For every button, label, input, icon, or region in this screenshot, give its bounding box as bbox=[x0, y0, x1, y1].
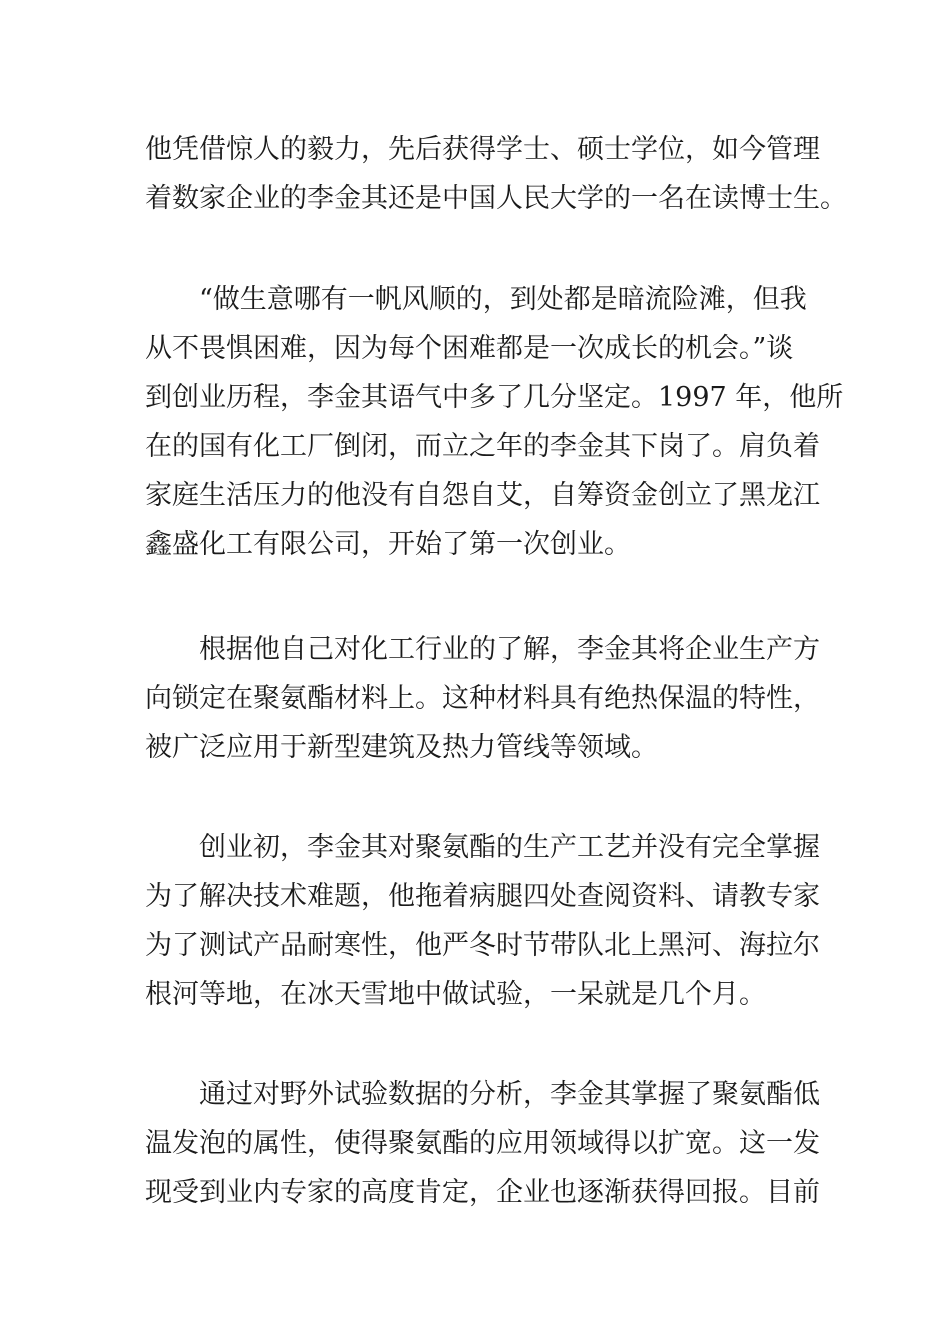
paragraph-1 bbox=[145, 125, 847, 223]
paragraph-line: 通过对野外试验数据的分析，李金其掌握了聚氨酯低 bbox=[199, 1079, 820, 1110]
paragraph-2 bbox=[145, 275, 844, 569]
paragraph-line: 创业初，李金其对聚氨酯的生产工艺并没有完全掌握 bbox=[199, 832, 820, 863]
paragraph-3 bbox=[145, 625, 820, 772]
paragraph-line: 根据他自己对化工行业的了解，李金其将企业生产方 bbox=[199, 634, 820, 665]
paragraph-line: 在的国有化工厂倒闭，而立之年的李金其下岗了。肩负着 bbox=[145, 431, 820, 462]
paragraph-4 bbox=[145, 823, 820, 1019]
paragraph-line: 鑫盛化工有限公司，开始了第一次创业。 bbox=[145, 529, 631, 560]
paragraph-line: 现受到业内专家的高度肯定，企业也逐渐获得回报。目前 bbox=[145, 1177, 820, 1208]
paragraph-line: 着数家企业的李金其还是中国人民大学的一名在读博士生。 bbox=[145, 183, 847, 214]
paragraph-line: 为了测试产品耐寒性，他严冬时节带队北上黑河、海拉尔 bbox=[145, 930, 820, 961]
paragraph-line: “做生意哪有一帆风顺的，到处都是暗流险滩，但我 bbox=[199, 284, 807, 315]
paragraph-line: 根河等地，在冰天雪地中做试验，一呆就是几个月。 bbox=[145, 979, 766, 1010]
paragraph-line: 温发泡的属性，使得聚氨酯的应用领域得以扩宽。这一发 bbox=[145, 1128, 820, 1159]
paragraph-line: 他凭借惊人的毅力，先后获得学士、硕士学位，如今管理 bbox=[145, 134, 820, 165]
paragraph-line: 向锁定在聚氨酯材料上。这种材料具有绝热保温的特性， bbox=[145, 683, 820, 714]
paragraph-line: 到创业历程，李金其语气中多了几分坚定。1997 年，他所 bbox=[145, 382, 844, 413]
paragraph-line: 从不畏惧困难，因为每个困难都是一次成长的机会。”谈 bbox=[145, 333, 794, 364]
paragraph-line: 被广泛应用于新型建筑及热力管线等领域。 bbox=[145, 732, 658, 763]
paragraph-5 bbox=[145, 1070, 820, 1217]
paragraph-line: 为了解决技术难题，他拖着病腿四处查阅资料、请教专家 bbox=[145, 881, 820, 912]
paragraph-line: 家庭生活压力的他没有自怨自艾，自筹资金创立了黑龙江 bbox=[145, 480, 820, 511]
